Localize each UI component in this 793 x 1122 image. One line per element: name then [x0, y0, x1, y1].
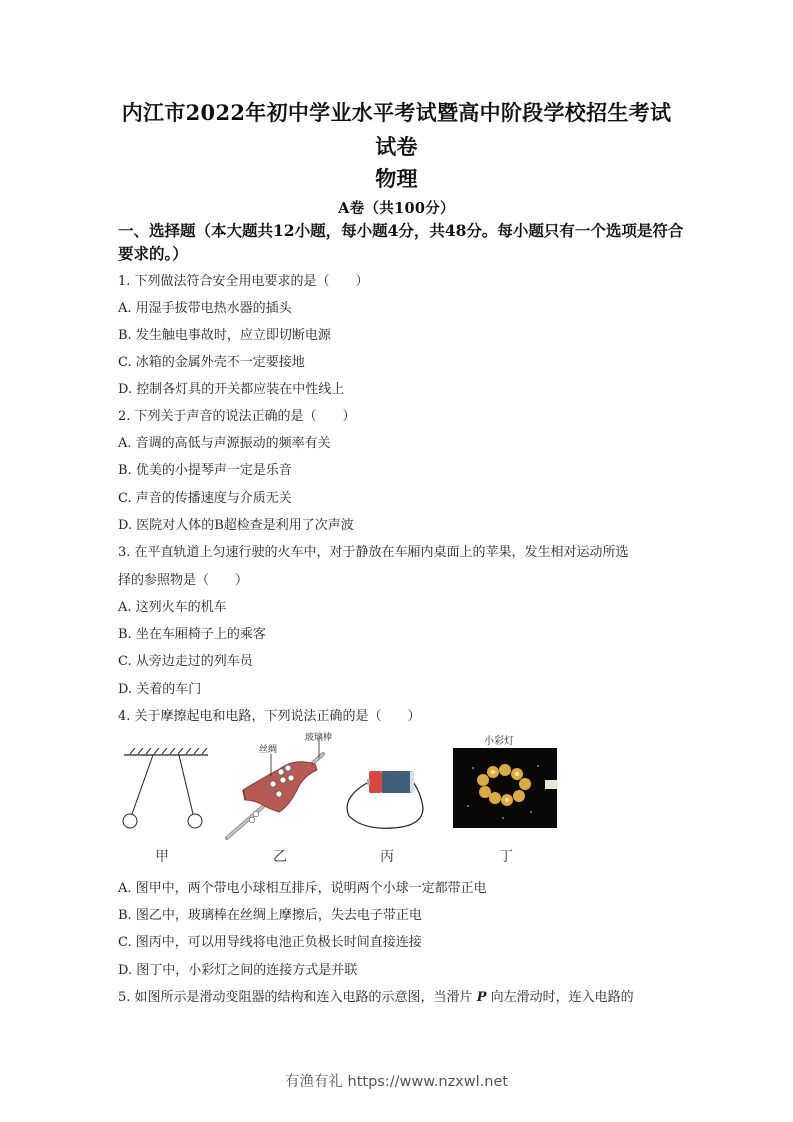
question-3-stem-continued: 择的参照物是（ ） [118, 573, 249, 588]
question-3-stem: 3. 在平直轨道上匀速行驶的火车中，对于静放在车厢内桌面上的苹果，发生相对运动所选 [118, 545, 629, 560]
figure-label-ding: 丁 [499, 849, 513, 865]
figure-label-yi: 乙 [273, 849, 287, 865]
slider-variable: P [476, 990, 487, 1005]
watermark-footer: 有渔有礼 https://www.nzxwl.net [284, 1074, 509, 1090]
figure-bing-battery-circuit [343, 748, 438, 838]
question-4-stem: 4. 关于摩擦起电和电路，下列说法正确的是（ ） [118, 709, 421, 724]
question-2-option-b: B. 优美的小提琴声一定是乐音 [118, 463, 292, 478]
figure-yi-glass-rod-silk [223, 728, 338, 843]
section-heading: 一、选择题（本大题共12小题，每小题4分，共48分。每小题只有一个选项是符合要求的。） [118, 221, 684, 263]
question-3-option-c: C. 从旁边走过的列车员 [118, 654, 253, 669]
figure-label-bing: 丙 [380, 849, 394, 865]
figure-jia-charged-balls [120, 728, 215, 838]
question-5-stem [118, 986, 634, 1005]
question-2-option-c: C. 声音的传播速度与介质无关 [118, 491, 292, 506]
question-1-option-b: B. 发生触电事故时，应立即切断电源 [118, 328, 331, 343]
question-2-stem: 2. 下列关于声音的说法正确的是（ ） [118, 409, 356, 424]
question-4-figures [115, 728, 575, 868]
question-1-stem: 1. 下列做法符合安全用电要求的是（ ） [118, 274, 369, 289]
question-3-option-a: A. 这列火车的机车 [118, 600, 227, 615]
question-5-stem-end: 向左滑动时，连入电路的 [490, 990, 634, 1005]
question-3-option-d: D. 关着的车门 [118, 682, 202, 697]
question-2-option-a: A. 音调的高低与声源振动的频率有关 [118, 436, 331, 451]
exam-title: 内江市2022年初中学业水平考试暨高中阶段学校招生考试 [121, 100, 672, 125]
question-2-option-d: D. 医院对人体的B超检查是利用了次声波 [118, 518, 354, 533]
question-1-option-d: D. 控制各灯具的开关都应装在中性线上 [118, 382, 345, 397]
silk-label: 丝绸 [259, 745, 278, 755]
question-1-option-a: A. 用湿手拔带电热水器的插头 [118, 301, 292, 316]
figure-ding-fairy-lights [453, 748, 557, 828]
exam-title-continued: 试卷 [375, 134, 418, 159]
question-4-option-c: C. 图丙中，可以用导线将电池正负极长时间直接连接 [118, 935, 422, 950]
part-heading: A卷（共100分） [338, 200, 455, 217]
figure-label-jia: 甲 [155, 849, 169, 865]
question-5-stem-start: 5. 如图所示是滑动变阻器的结构和连入电路的示意图，当滑片 [118, 990, 473, 1005]
lights-label: 小彩灯 [484, 736, 514, 747]
question-3-option-b: B. 坐在车厢椅子上的乘客 [118, 627, 266, 642]
question-1-option-c: C. 冰箱的金属外壳不一定要接地 [118, 355, 305, 370]
question-4-option-d: D. 图丁中，小彩灯之间的连接方式是并联 [118, 963, 358, 978]
glass-rod-label: 玻璃棒 [305, 733, 333, 743]
question-4-option-a: A. 图甲中，两个带电小球相互排斥，说明两个小球一定都带正电 [118, 881, 487, 896]
question-4-option-b: B. 图乙中，玻璃棒在丝绸上摩擦后，失去电子带正电 [118, 908, 422, 923]
subject-title: 物理 [375, 166, 418, 191]
